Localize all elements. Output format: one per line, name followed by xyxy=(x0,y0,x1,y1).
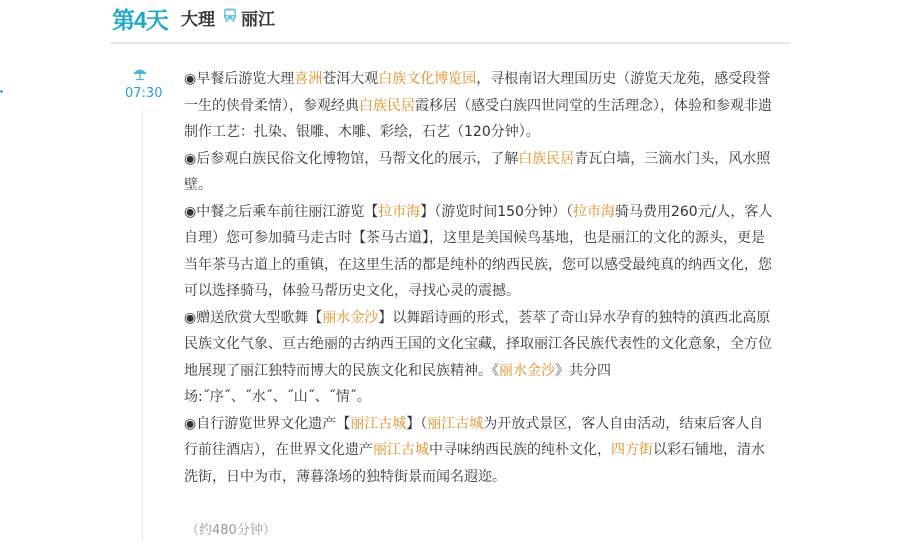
place-link[interactable]: 四方街 xyxy=(611,442,653,458)
place-link[interactable]: 丽江古城 xyxy=(350,415,407,432)
paragraph-text: 】（ xyxy=(406,415,428,432)
paragraph-text: 青瓦白墙，三滴水门头，风水照壁。 xyxy=(184,150,771,193)
time-label: 07:30 xyxy=(125,86,163,101)
itinerary-paragraph xyxy=(184,384,776,411)
duration-label: （约480分钟） xyxy=(186,523,276,538)
paragraph-text: 》共分四 xyxy=(555,362,611,379)
place-link[interactable]: 拉市海 xyxy=(378,203,421,220)
paragraph-text: 场:˝序˝、˝水˝、˝山˝、˝情˝。 xyxy=(184,389,371,405)
paragraph-text: 霞移居（感受白族四世同堂的生活理念），体验和参观非遗制作工艺：扎染、银雕、木雕、彩绘，石艺（120分钟）。 xyxy=(184,97,772,140)
paragraph-text: ◉后参观白族民俗文化博物馆，马帮文化的展示，了解 xyxy=(184,150,519,167)
place-link[interactable]: 丽水金沙 xyxy=(499,362,555,379)
place-link[interactable]: 白族民居 xyxy=(359,97,415,114)
paragraph-text: 为开放式景区，客人自由活动，结束后客人自行前往酒店），在世界文化遗产 xyxy=(184,415,764,458)
paragraph-text: ◉赠送欣赏大型歌舞【 xyxy=(184,309,323,326)
itinerary-paragraph xyxy=(184,305,776,385)
place-link[interactable]: 丽水金沙 xyxy=(322,309,379,326)
day-label: 第4天 xyxy=(112,7,168,33)
place-link[interactable]: 丽江古城 xyxy=(373,442,429,458)
timeline-line xyxy=(142,110,143,541)
itinerary-paragraph xyxy=(184,66,776,146)
itinerary-paragraph xyxy=(184,411,776,491)
day-header xyxy=(110,0,790,44)
place-link[interactable]: 拉市海 xyxy=(572,203,615,220)
edge-marker xyxy=(0,90,3,93)
to-city: 丽江 xyxy=(241,10,275,30)
paragraph-text: ，寻根南诏大理国历史（游览天龙苑，感受段誉一生的侠骨柔情），参观经典 xyxy=(184,71,771,114)
paragraph-text: 以彩石铺地，清水洗街，日中为市，薄暮涤场的独特街景而闻名遐迩。 xyxy=(184,442,765,485)
paragraph-text: 苍洱大观 xyxy=(322,71,379,87)
paragraph-text: ◉早餐后游览大理 xyxy=(184,71,295,87)
place-link[interactable]: 白族民居 xyxy=(518,150,575,167)
paragraph-text: ◉中餐之后乘车前往丽江游览【 xyxy=(184,203,379,220)
paragraph-text: ◉自行游览世界文化遗产【 xyxy=(184,415,351,432)
itinerary-paragraph xyxy=(184,146,776,199)
place-link[interactable]: 丽江古城 xyxy=(427,415,484,432)
paragraph-text: 骑马费用260元/人，客人自理）您可参加骑马走古时【茶马古道】，这里是美国候鸟基地，也是丽江的文化的源头，更是当年茶马古道上的重镇，在这里生活的都是纯朴的纳西民族，您可以感受最纯真的纳西文化，您可以选择骑马，体验马帮历史文化，寻找心灵的震撼。 xyxy=(184,203,773,299)
from-city: 大理 xyxy=(181,10,215,30)
paragraph-text: 中寻味纳西民族的纯朴文化， xyxy=(429,442,611,458)
itinerary-description xyxy=(184,66,776,490)
bus-icon xyxy=(222,7,238,23)
place-link[interactable]: 白族文化博览园 xyxy=(378,71,477,87)
itinerary-paragraph xyxy=(184,199,776,305)
place-link[interactable]: 喜洲 xyxy=(294,71,323,87)
paragraph-text: 】（游览时间150分钟）（ xyxy=(420,203,573,220)
paragraph-text: 】以舞蹈诗画的形式，荟萃了奇山异水孕育的独特的滇西北高原民族文化气象、亘古绝丽的古纳西王国的文化宝藏，择取丽江各民族代表性的文化意象，全方位地展现了丽江独特而博大的民族文化和民族精神。《 xyxy=(184,309,772,379)
umbrella-icon xyxy=(131,66,149,80)
